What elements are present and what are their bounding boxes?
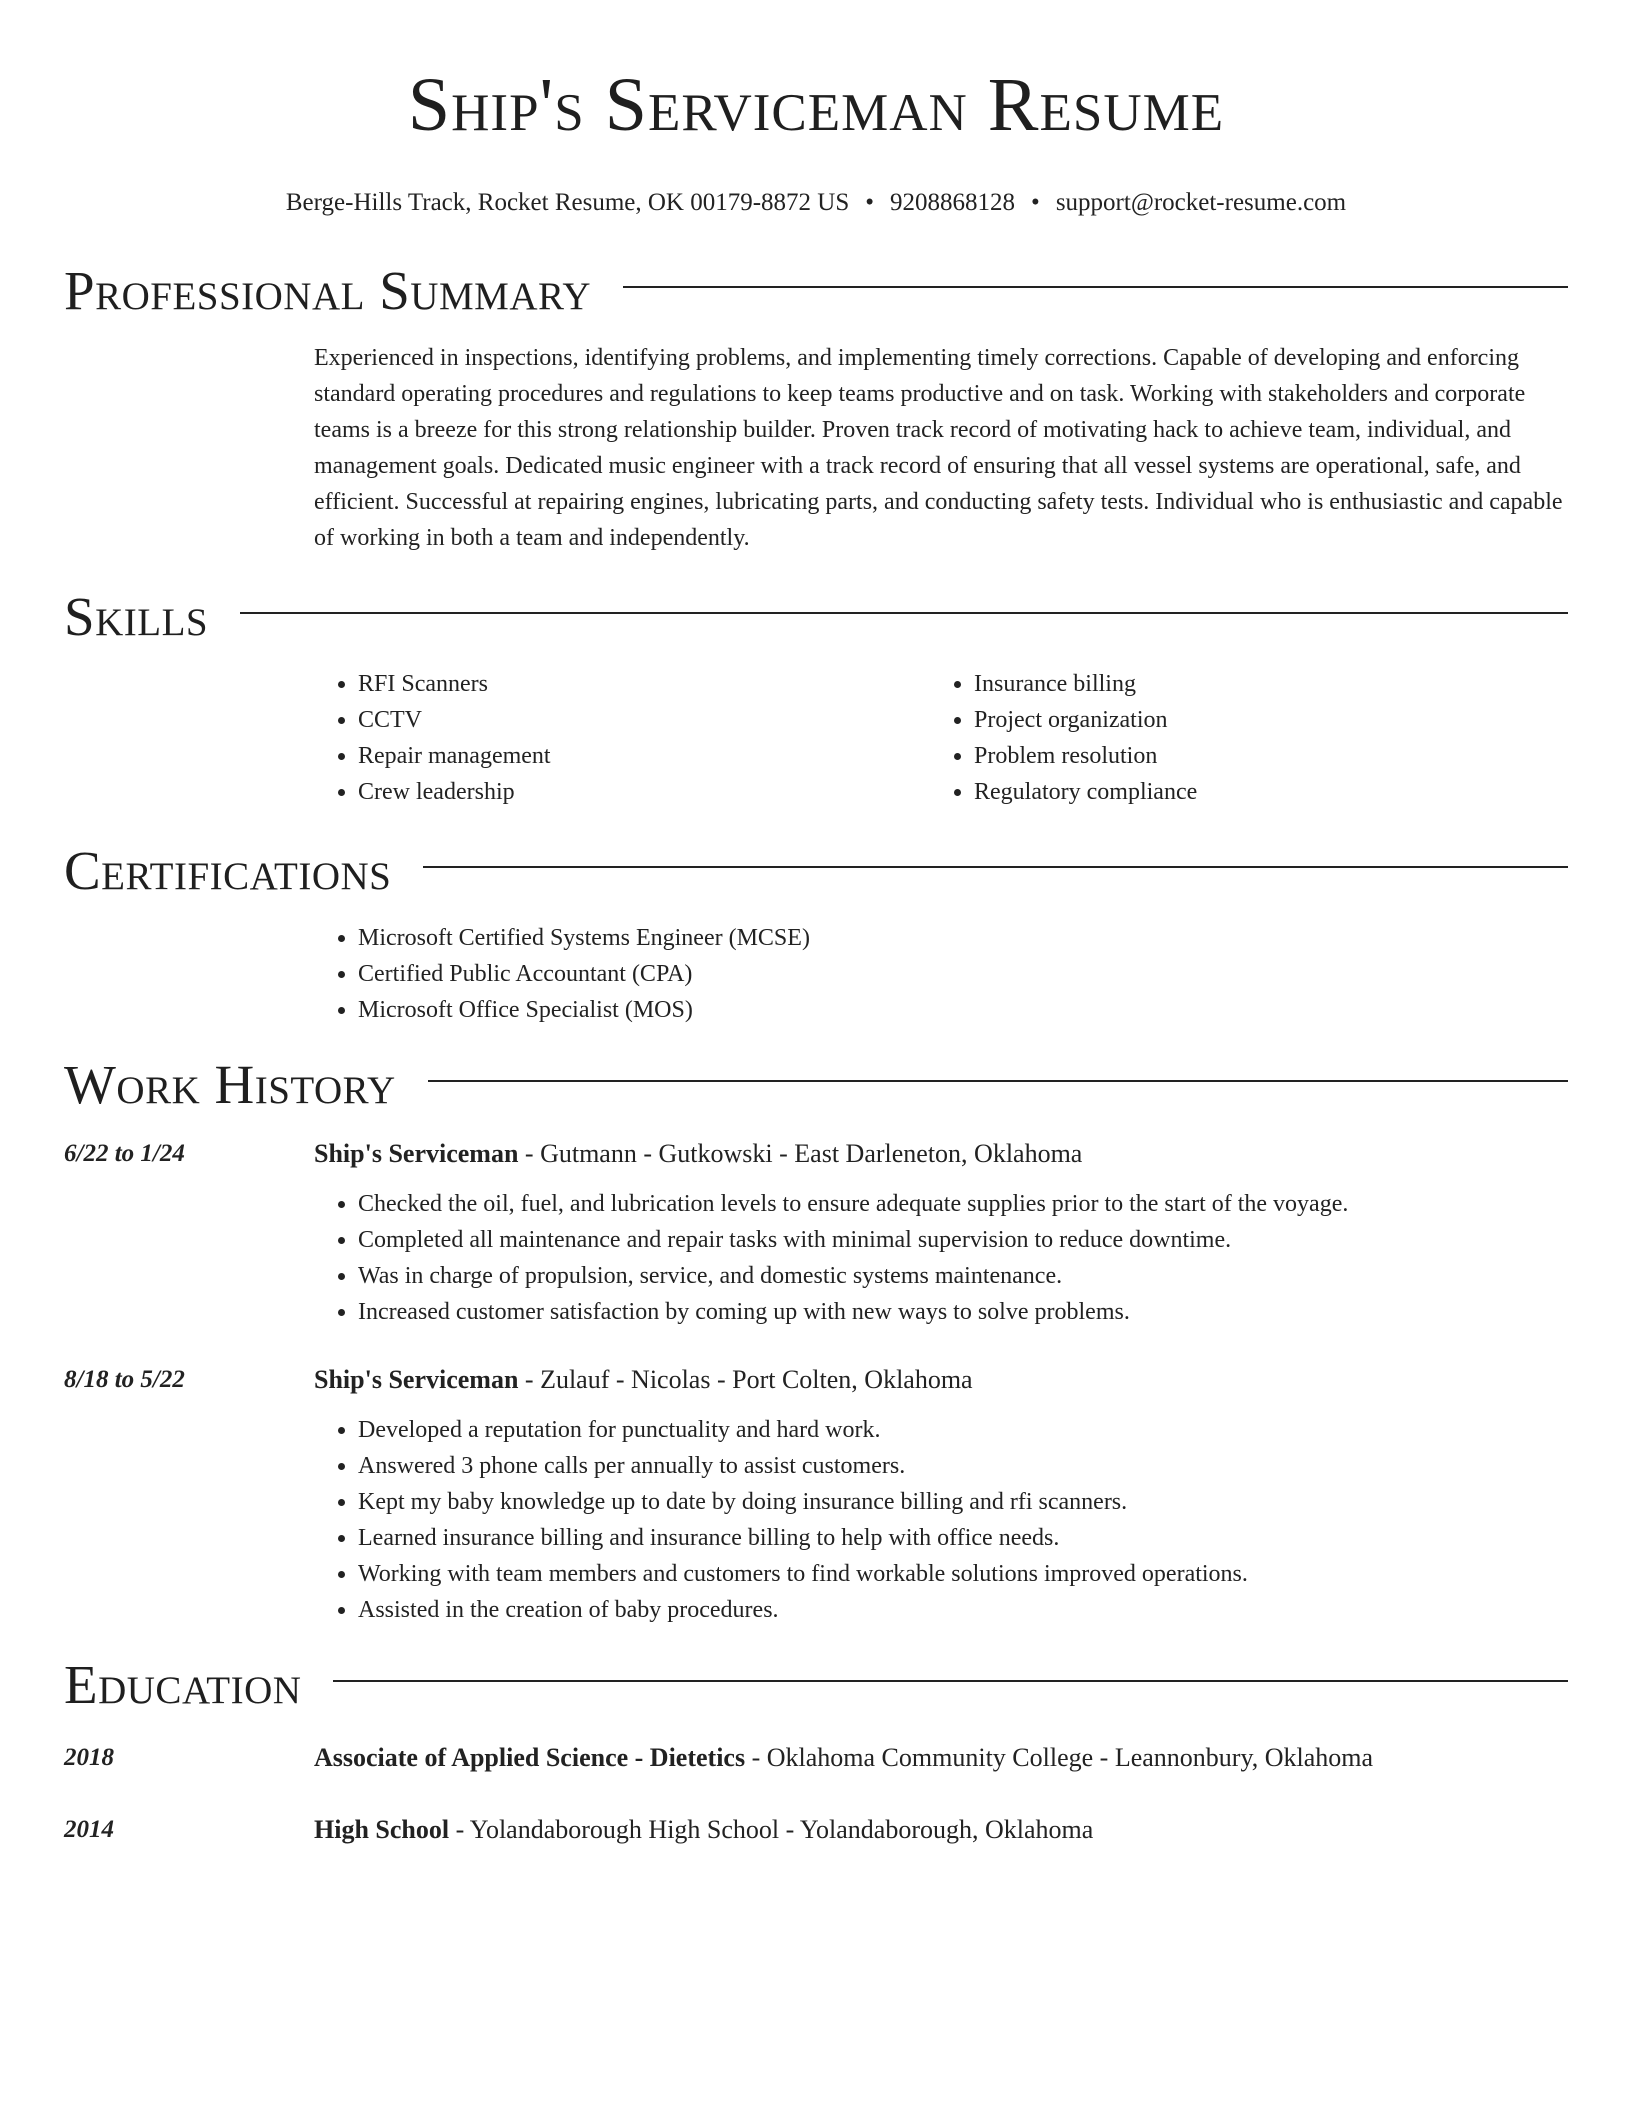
skills-right-list	[930, 666, 1546, 810]
job-content	[314, 1362, 1568, 1628]
summary-section	[64, 256, 1568, 556]
skill-item: • Repair management	[358, 738, 930, 774]
job-content	[314, 1136, 1568, 1330]
job-dates: 8/18 to 5/22	[64, 1366, 185, 1393]
work-history-header	[64, 1050, 1568, 1120]
summary-text: Experienced in inspections, identifying problems, and implementing timely corrections. Capable of developing and enforcing standard operating procedures and regulations to keep teams productive and on task. Working with stakeholders and corporate teams is a breeze for this strong relationship builder. Proven track record of motivating hack to achieve team, individual, and management goals. Dedicated music engineer with a track record of ensuring that all vessel systems are operational, safe, and efficient. Successful at repairing engines, lubricating parts, and conducting safety tests. Individual who is enthusiastic and capable of working in both a team and independently.	[314, 345, 1563, 551]
education-section	[64, 1650, 1568, 1848]
skill-item: • Regulatory compliance	[974, 774, 1546, 810]
skills-list	[314, 666, 1568, 810]
skills-column-right	[930, 666, 1546, 810]
certification-item: • Certified Public Accountant (CPA)	[358, 956, 1568, 992]
education-year: 2018	[64, 1744, 114, 1771]
skills-header	[64, 582, 1568, 652]
job-dates: 6/22 to 1/24	[64, 1140, 185, 1167]
section-divider	[333, 1680, 1568, 1682]
education-school: - Yolandaborough High School - Yolandaborough, Oklahoma	[449, 1815, 1094, 1844]
certifications-body	[314, 920, 1568, 1028]
section-divider	[623, 286, 1568, 288]
contact-separator: •	[1031, 189, 1040, 216]
skill-item: • CCTV	[358, 702, 930, 738]
certifications-heading: Certifications	[64, 840, 392, 901]
education-year: 2014	[64, 1816, 114, 1843]
certifications-list	[314, 920, 1568, 1028]
job-bullet: • Learned insurance billing and insurance billing to help with office needs.	[358, 1520, 1568, 1556]
skills-heading: Skills	[64, 586, 209, 647]
section-divider	[240, 612, 1568, 614]
contact-separator: •	[865, 189, 875, 216]
section-divider	[423, 866, 1568, 868]
education-school: - Oklahoma Community College - Leannonbury, Oklahoma	[745, 1743, 1374, 1772]
work-history-section	[64, 1050, 1568, 1628]
skill-item: • Problem resolution	[974, 738, 1546, 774]
job-bullet: • Working with team members and customers to find workable solutions improved operations.	[358, 1556, 1568, 1592]
job-entry	[64, 1362, 1568, 1628]
education-entry	[64, 1812, 1568, 1848]
job-bullet: • Completed all maintenance and repair tasks with minimal supervision to reduce downtime.	[358, 1222, 1568, 1258]
skill-item: • Project organization	[974, 702, 1546, 738]
certifications-header	[64, 836, 1568, 906]
education-degree: Associate of Applied Science - Dietetics	[314, 1743, 746, 1772]
job-title-line	[314, 1136, 1568, 1172]
certification-item: • Microsoft Certified Systems Engineer (MCSE)	[358, 920, 1568, 956]
contact-phone: 9208868128	[890, 189, 1016, 216]
job-bullets	[314, 1186, 1568, 1330]
job-title-line	[314, 1362, 1568, 1398]
skill-item: • Insurance billing	[974, 666, 1546, 702]
job-employer: - Zulauf - Nicolas - Port Colten, Oklahoma	[518, 1365, 973, 1394]
work-history-heading: Work History	[64, 1054, 396, 1115]
job-bullet: • Was in charge of propulsion, service, and domestic systems maintenance.	[358, 1258, 1568, 1294]
certification-item: • Microsoft Office Specialist (MOS)	[358, 992, 1568, 1028]
education-content	[314, 1812, 1568, 1848]
job-employer: - Gutmann - Gutkowski - East Darleneton, Oklahoma	[518, 1139, 1083, 1168]
education-degree: High School	[314, 1815, 450, 1844]
summary-header	[64, 256, 1568, 326]
contact-line	[64, 186, 1568, 220]
job-bullet: • Assisted in the creation of baby procedures.	[358, 1592, 1568, 1628]
job-bullet: • Kept my baby knowledge up to date by doing insurance billing and rfi scanners.	[358, 1484, 1568, 1520]
education-entry	[64, 1740, 1568, 1776]
skill-item: • RFI Scanners	[358, 666, 930, 702]
job-role: Ship's Serviceman	[314, 1365, 519, 1394]
summary-body	[314, 340, 1568, 556]
contact-email: support@rocket-resume.com	[1055, 189, 1347, 216]
job-bullet: • Answered 3 phone calls per annually to assist customers.	[358, 1448, 1568, 1484]
job-bullet: • Increased customer satisfaction by coming up with new ways to solve problems.	[358, 1294, 1568, 1330]
section-divider	[428, 1080, 1568, 1082]
summary-heading: Professional Summary	[64, 260, 592, 321]
job-entry	[64, 1136, 1568, 1330]
job-bullet: • Checked the oil, fuel, and lubrication levels to ensure adequate supplies prior to the start of the voyage.	[358, 1186, 1568, 1222]
education-heading: Education	[64, 1654, 302, 1715]
job-bullet: • Developed a reputation for punctuality and hard work.	[358, 1412, 1568, 1448]
skills-left-list	[314, 666, 930, 810]
skills-column-left	[314, 666, 930, 810]
job-role: Ship's Serviceman	[314, 1139, 519, 1168]
job-bullets	[314, 1412, 1568, 1628]
education-header	[64, 1650, 1568, 1720]
education-content	[314, 1740, 1568, 1776]
skills-section	[64, 582, 1568, 810]
resume-title: Ship's Serviceman Resume	[407, 63, 1225, 147]
certifications-section	[64, 836, 1568, 1028]
skill-item: • Crew leadership	[358, 774, 930, 810]
contact-address: Berge-Hills Track, Rocket Resume, OK 00179-8872 US	[285, 189, 850, 216]
